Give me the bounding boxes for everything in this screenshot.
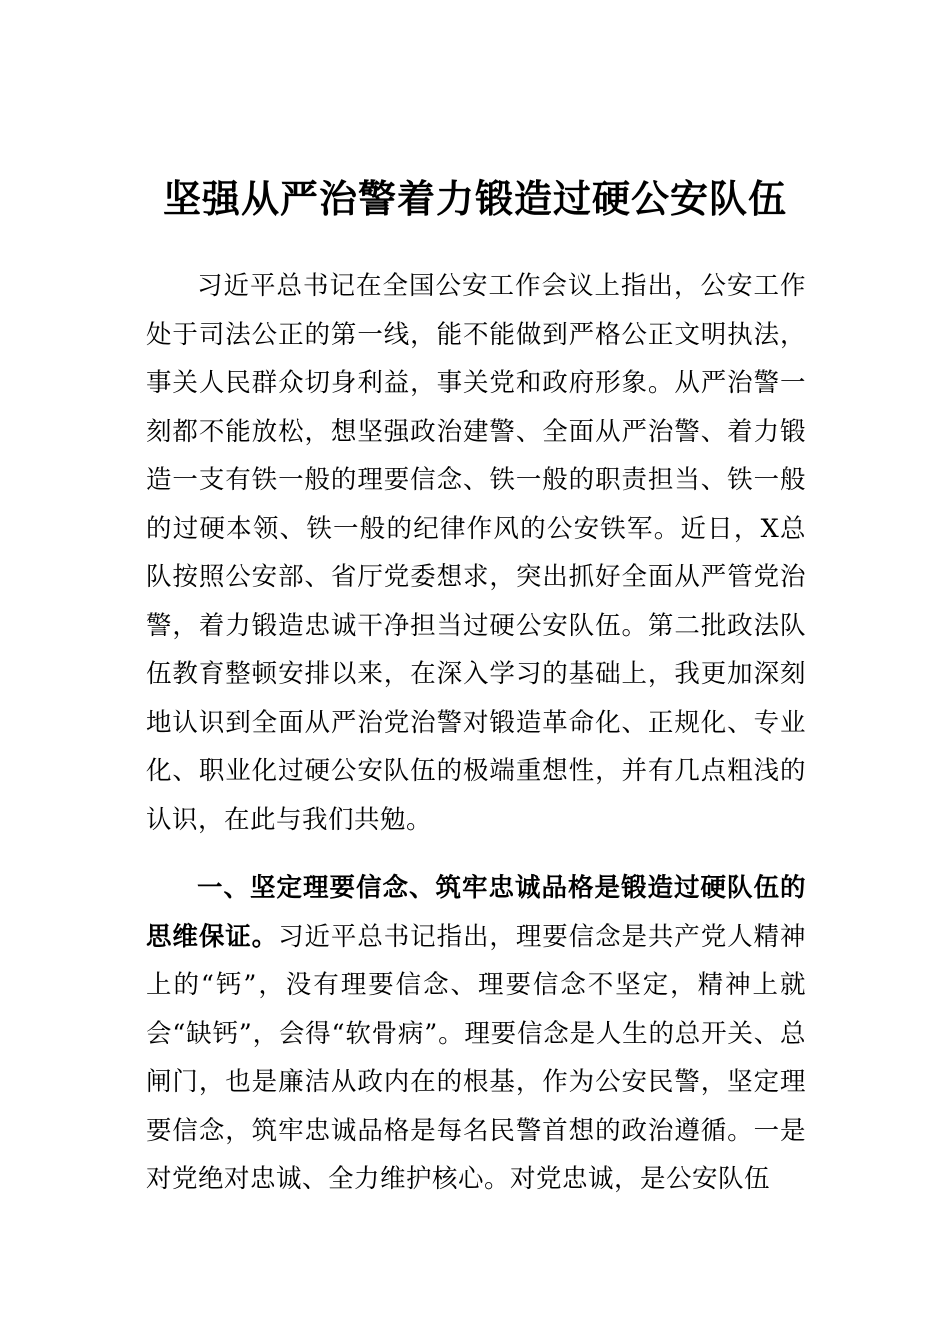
- paragraph-intro-text: 习近平总书记在全国公安工作会议上指出，公安工作处于司法公正的第一线，能不能做到严格公正文明执法，事关人民群众切身利益，事关党和政府形象。从严治警一刻都不能放松，想坚强政治建警、全面从严治警、着力锻造一支有铁一般的理要信念、铁一般的职责担当、铁一般的过硬本领、铁一般的纪律作风的公安铁军。近日，X总队按照公安部、省厅党委想求，突出抓好全面从严管党治警，着力锻造忠诚干净担当过硬公安队伍。第二批政法队伍教育整顿安排以来，在深入学习的基础上，我更加深刻地认识到全面从严治党治警对锻造革命化、正规化、专业化、职业化过硬公安队伍的极端重想性，并有几点粗浅的认识，在此与我们共勉。: [146, 271, 806, 835]
- document-title: 坚强从严治警着力锻造过硬公安队伍: [162, 177, 787, 221]
- paragraph-intro: [146, 262, 806, 844]
- paragraph-section-one: [146, 864, 806, 1204]
- section-one-heading: 一、坚定理要信念、筑牢忠诚品格是锻造过硬队伍的思维保证。: [146, 873, 806, 952]
- section-one-text: 习近平总书记指出，理要信念是共产党人精神上的“钙”，没有理要信念、理要信念不坚定，精神上就会“缺钙”，会得“软骨病”。理要信念是人生的总开关、总闸门，也是廉洁从政内在的根基，作为公安民警，坚定理要信念，筑牢忠诚品格是每名民警首想的政治遵循。一是对党绝对忠诚、全力维护核心。对党忠诚，是公安队伍: [146, 921, 806, 1194]
